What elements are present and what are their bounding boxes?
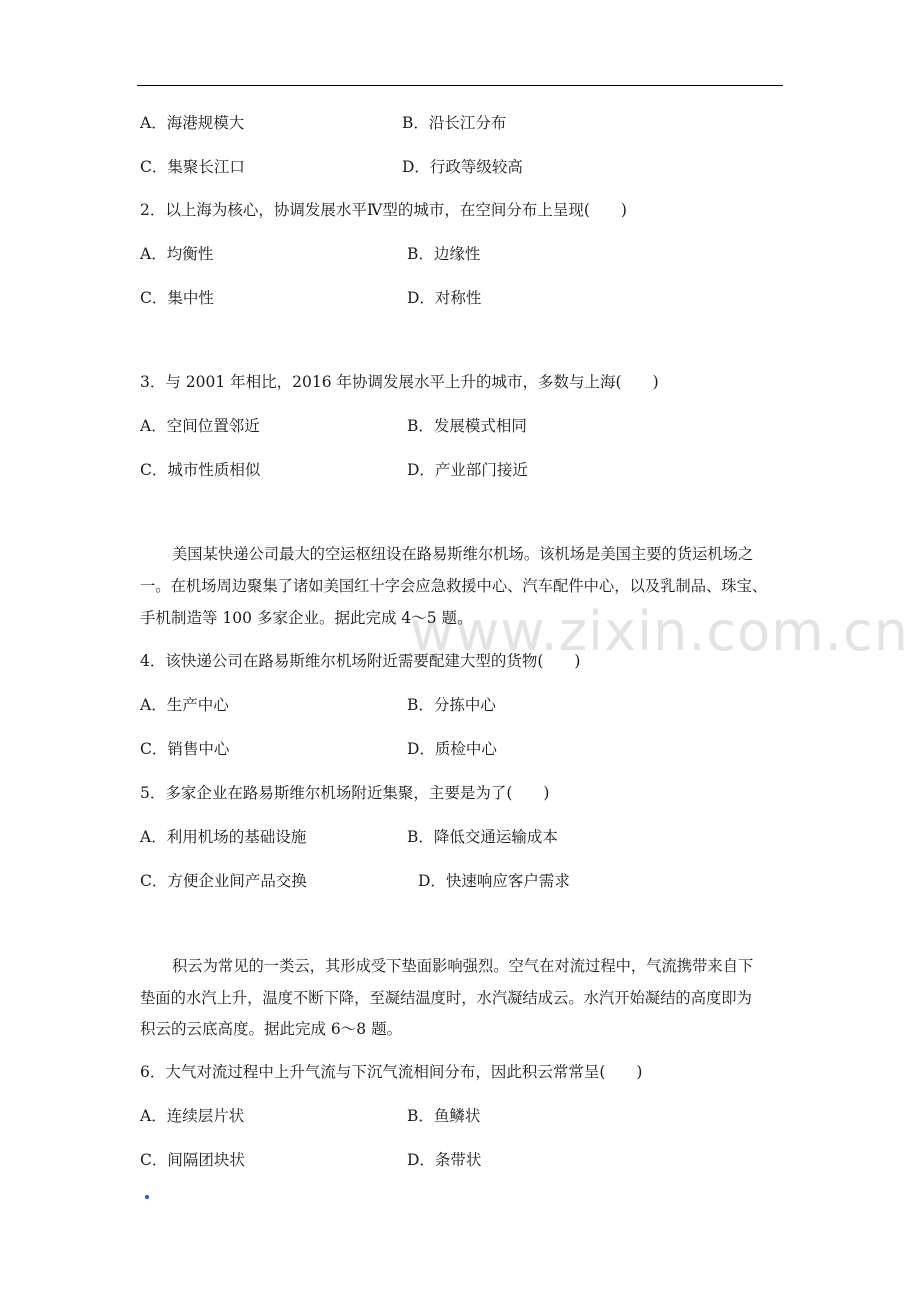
q3-option-b: B．发展模式相同 (407, 417, 527, 435)
q5-option-d: D．快速响应客户需求 (418, 872, 570, 890)
q4-option-b: B．分拣中心 (407, 696, 496, 714)
q4-option-a: A．生产中心 (140, 696, 229, 714)
passage1-line2: 一。在机场周边聚集了诸如美国红十字会应急救援中心、汽车配件中心，以及乳制品、珠宝、 (140, 577, 768, 595)
header-rule (137, 85, 783, 86)
q6-option-d: D．条带状 (407, 1151, 482, 1169)
q2-option-a: A．均衡性 (140, 245, 214, 263)
q5-stem: 5．多家企业在路易斯维尔机场附近集聚，主要是为了( ) (140, 784, 550, 802)
q6-option-c: C．间隔团块状 (140, 1151, 245, 1169)
q1-option-a: A．海港规模大 (140, 114, 245, 132)
passage2-line1: 积云为常见的一类云，其形成受下垫面影响强烈。空气在对流过程中，气流携带来自下 (172, 957, 754, 975)
passage1-line1: 美国某快递公司最大的空运枢纽设在路易斯维尔机场。该机场是美国主要的货运机场之 (172, 545, 754, 563)
q6-option-b: B．鱼鳞状 (407, 1107, 481, 1125)
q3-option-c: C．城市性质相似 (140, 461, 261, 479)
q5-option-c: C．方便企业间产品交换 (140, 872, 307, 890)
q1-option-b: B．沿长江分布 (402, 114, 507, 132)
q4-option-d: D．质检中心 (407, 740, 497, 758)
q4-stem: 4．该快递公司在路易斯维尔机场附近需要配建大型的货物( ) (140, 652, 581, 670)
passage2-line2: 垫面的水汽上升，温度不断下降，至凝结温度时，水汽凝结成云。水汽开始凝结的高度即为 (140, 989, 752, 1007)
q2-stem: 2．以上海为核心，协调发展水平Ⅳ型的城市，在空间分布上呈现( ) (140, 201, 627, 219)
page-marker-dot (145, 1195, 149, 1199)
q1-option-c: C．集聚长江口 (140, 158, 245, 176)
q4-option-c: C．销售中心 (140, 740, 230, 758)
q6-stem: 6．大气对流过程中上升气流与下沉气流相间分布，因此积云常常呈( ) (140, 1063, 643, 1081)
q3-option-a: A．空间位置邻近 (140, 417, 260, 435)
q2-option-c: C．集中性 (140, 289, 214, 307)
q2-option-d: D．对称性 (407, 289, 482, 307)
watermark: www.zixin.com.cn (410, 600, 909, 663)
q5-option-b: B．降低交通运输成本 (407, 828, 558, 846)
passage2-line3: 积云的云底高度。据此完成 6～8 题。 (140, 1020, 403, 1038)
q2-option-b: B．边缘性 (407, 245, 481, 263)
q3-option-d: D．产业部门接近 (407, 461, 528, 479)
q5-option-a: A．利用机场的基础设施 (140, 828, 307, 846)
q6-option-a: A．连续层片状 (140, 1107, 245, 1125)
q1-option-d: D．行政等级较高 (402, 158, 523, 176)
passage1-line3: 手机制造等 100 多家企业。据此完成 4～5 题。 (140, 609, 473, 627)
q3-stem: 3．与 2001 年相比，2016 年协调发展水平上升的城市，多数与上海( ) (140, 373, 659, 391)
